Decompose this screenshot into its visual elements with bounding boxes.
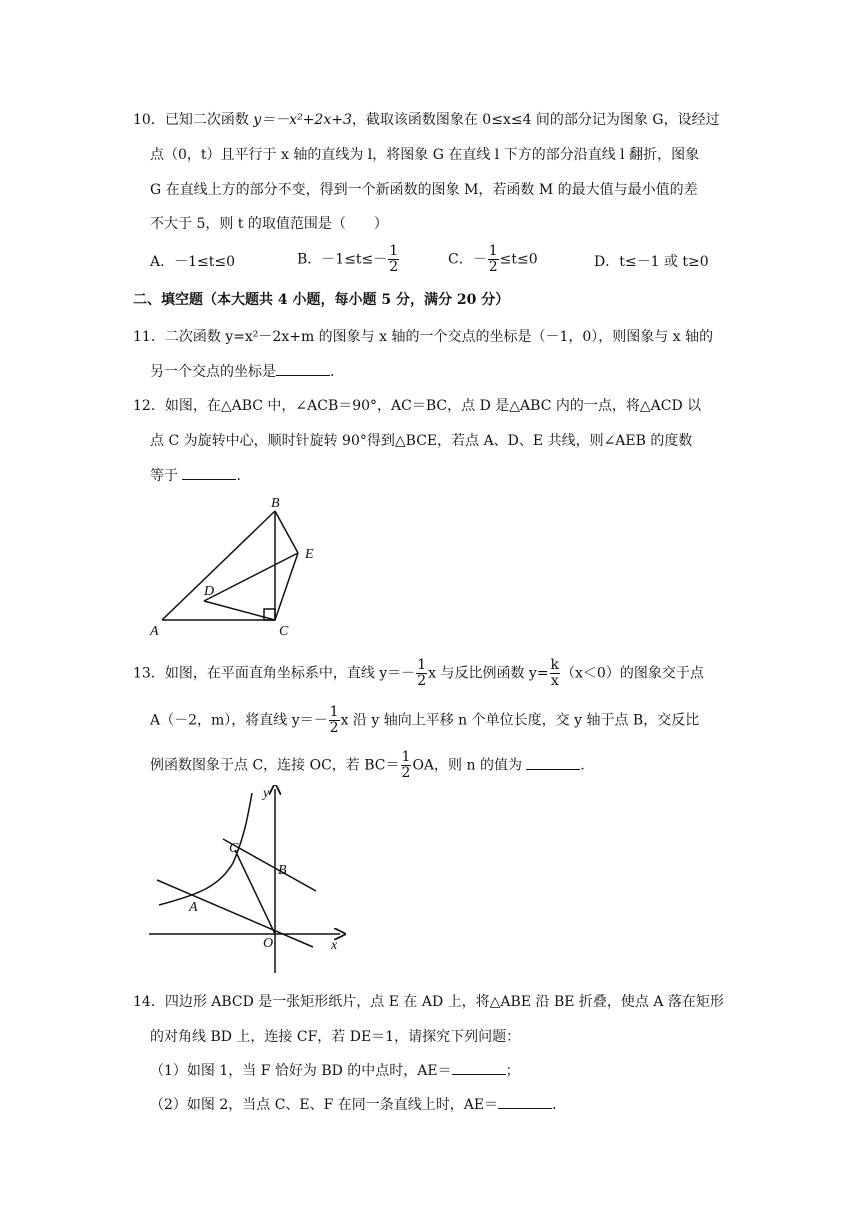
answer-blank[interactable] xyxy=(498,1094,552,1109)
label-a: A xyxy=(150,624,159,639)
q10-text: 10．已知二次函数 xyxy=(133,112,254,128)
fraction xyxy=(488,244,499,275)
section-heading: 二、填空题（本大题共 4 小题，每小题 5 分，满分 20 分） xyxy=(133,292,510,308)
option-c-text: ≤t≤0 xyxy=(499,251,538,268)
q13-text: x 沿 y 轴向上平移 n 个单位长度，交 y 轴于点 B，交反比 xyxy=(340,712,700,729)
label-y: y xyxy=(263,786,270,801)
q13-text: A（－2，m），将直线 y＝－ xyxy=(150,712,328,729)
q14-line-2: 的对角线 BD 上，连接 CF，若 DE＝1，请探究下列问题： xyxy=(150,1029,521,1045)
fraction-denominator: 2 xyxy=(389,259,399,275)
fraction-denominator: x xyxy=(550,673,559,689)
q13-coordinate-figure xyxy=(145,785,355,975)
q11-line-1: 11．二次函数 y=x²－2x+m 的图象与 x 轴的一个交点的坐标是（－1，0），则图象与 x 轴的 xyxy=(133,329,714,345)
label-c: C xyxy=(229,841,239,856)
q12-line-1: 12．如图，在△ABC 中，∠ACB＝90°，AC＝BC，点 D 是△ABC 内的一点，将△ACD 以 xyxy=(133,398,702,414)
option-c-text: C．－ xyxy=(448,251,487,268)
answer-blank[interactable] xyxy=(182,465,236,480)
fraction xyxy=(401,750,412,781)
punctuation: ． xyxy=(236,468,251,484)
q12-line-3 xyxy=(150,465,250,486)
q13-line-1 xyxy=(133,658,704,689)
q13-text: x 与反比例函数 y= xyxy=(428,665,549,682)
q12-triangle-figure xyxy=(140,495,340,645)
option-b-text: B．－1≤t≤－ xyxy=(297,251,388,268)
q10-line-3: G 在直线上方的部分不变，得到一个新函数的图象 M，若函数 M 的最大值与最小值的差 xyxy=(150,182,698,198)
q11-text: 另一个交点的坐标是 xyxy=(150,364,276,380)
q10-text: ，截取该函数图象在 0≤x≤4 间的部分记为图象 G，设经过 xyxy=(351,112,720,128)
fraction-denominator: 2 xyxy=(329,720,339,736)
label-x: x xyxy=(331,938,338,953)
q10-line-2: 点（0，t）且平行于 x 轴的直线为 l，将图象 G 在直线 l 下方的部分沿直线 l 翻折，图象 xyxy=(150,147,700,163)
fraction-numerator: 1 xyxy=(488,243,498,259)
fraction-numerator: 1 xyxy=(329,704,339,720)
label-d: D xyxy=(204,584,215,599)
fraction-numerator: 1 xyxy=(401,749,411,765)
label-b: B xyxy=(278,863,287,878)
q10-option-c[interactable] xyxy=(448,244,538,275)
q10-option-a[interactable]: A．－1≤t≤0 xyxy=(150,254,236,270)
q14-text: （2）如图 2，当点 C、E、F 在同一条直线上时，AE＝ xyxy=(150,1097,499,1113)
segment-ab xyxy=(162,511,275,620)
q10-function: y＝－x²+2x+3 xyxy=(253,112,352,128)
punctuation: ； xyxy=(505,1063,520,1079)
fraction xyxy=(388,244,399,275)
q12-line-2: 点 C 为旋转中心，顺时针旋转 90°得到△BCE，若点 A、D、E 共线，则∠AEB 的度数 xyxy=(150,433,693,449)
fraction-denominator: 2 xyxy=(401,765,411,781)
q10-option-d[interactable]: D．t≤－1 或 t≥0 xyxy=(594,254,709,270)
q13-text: （x＜0）的图象交于点 xyxy=(561,665,704,682)
answer-blank[interactable] xyxy=(452,1060,506,1075)
fraction xyxy=(550,658,560,689)
q10-line-4: 不大于 5，则 t 的取值范围是（ ） xyxy=(150,216,388,232)
q13-text: OA，则 n 的值为 xyxy=(412,757,527,774)
answer-blank[interactable] xyxy=(526,755,580,770)
q10-line-1 xyxy=(133,110,720,130)
punctuation: ． xyxy=(580,757,595,774)
label-a: A xyxy=(189,900,198,915)
q10-option-b[interactable] xyxy=(297,244,400,275)
fraction-denominator: 2 xyxy=(488,259,498,275)
line-oa xyxy=(157,880,313,947)
q14-text: （1）如图 1，当 F 恰好为 BD 的中点时，AE＝ xyxy=(150,1063,452,1079)
q14-line-4 xyxy=(150,1094,566,1115)
fraction-denominator: 2 xyxy=(417,673,427,689)
label-c: C xyxy=(279,624,289,639)
q11-line-2 xyxy=(150,361,344,382)
fraction xyxy=(416,658,427,689)
segment-be xyxy=(275,511,298,553)
punctuation: ． xyxy=(552,1097,567,1113)
punctuation: ． xyxy=(330,364,344,380)
fraction-numerator: 1 xyxy=(417,657,427,673)
q12-text: 等于 xyxy=(150,468,183,484)
label-b: B xyxy=(271,496,280,511)
fraction-numerator: k xyxy=(550,657,560,673)
q13-line-2 xyxy=(150,705,699,736)
label-e: E xyxy=(305,547,314,562)
answer-blank[interactable] xyxy=(276,361,330,376)
q13-line-3 xyxy=(150,750,594,781)
q13-text: 例函数图象于点 C，连接 OC，若 BC＝ xyxy=(150,757,400,774)
q13-text: 13．如图，在平面直角坐标系中，直线 y＝－ xyxy=(133,665,416,682)
fraction xyxy=(329,705,340,736)
q14-line-1: 14．四边形 ABCD 是一张矩形纸片，点 E 在 AD 上，将△ABE 沿 BE 折叠，使点 A 落在矩形 xyxy=(133,994,724,1010)
label-o: O xyxy=(263,936,274,951)
fraction-numerator: 1 xyxy=(389,243,399,259)
q14-line-3 xyxy=(150,1060,520,1081)
